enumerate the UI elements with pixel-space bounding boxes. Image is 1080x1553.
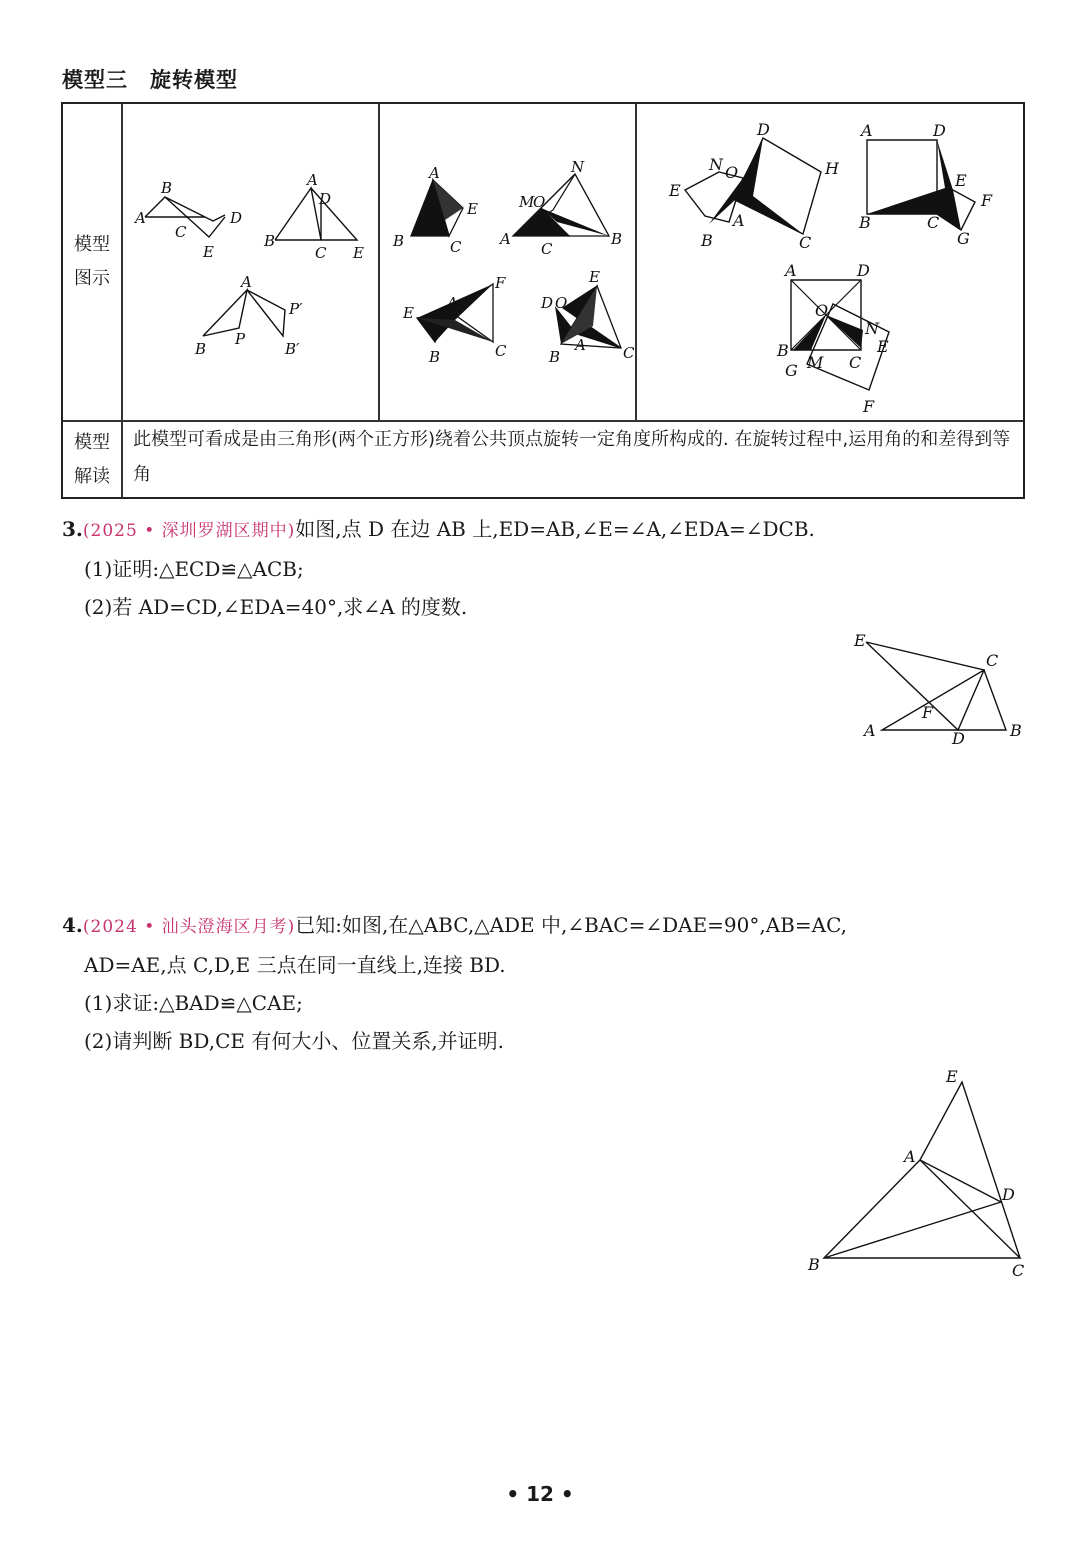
label-E: E bbox=[854, 631, 866, 650]
figure-6 bbox=[395, 272, 515, 367]
label-H: H bbox=[825, 159, 839, 178]
figure-7 bbox=[515, 268, 635, 368]
label-C: C bbox=[927, 213, 940, 232]
label-C: C bbox=[315, 244, 327, 262]
label-A: A bbox=[429, 164, 440, 182]
label-B: B bbox=[701, 231, 713, 250]
label-E: E bbox=[203, 243, 214, 261]
section-label: 模型三 bbox=[62, 68, 128, 92]
table-divider bbox=[378, 104, 380, 420]
question-3-figure bbox=[846, 628, 1036, 753]
page-number: • 12 • bbox=[506, 1482, 574, 1506]
figure-1 bbox=[133, 179, 253, 269]
label-M: M bbox=[519, 193, 535, 211]
label-C: C bbox=[450, 238, 462, 256]
label-D: D bbox=[857, 261, 870, 280]
label-O: O bbox=[725, 163, 739, 182]
question-source: (2024 • 汕头澄海区月考) bbox=[82, 917, 296, 937]
label-B: B bbox=[264, 232, 276, 250]
label-F: F bbox=[863, 397, 875, 416]
label-E: E bbox=[467, 200, 478, 218]
question-part-1: (1)求证:△BAD≌△CAE; bbox=[84, 991, 303, 1015]
label-C: C bbox=[623, 344, 635, 362]
question-part-2: (2)请判断 BD,CE 有何大小、位置关系,并证明. bbox=[84, 1029, 505, 1053]
figure-4 bbox=[389, 166, 489, 256]
label-N: N bbox=[709, 155, 723, 174]
label-C: C bbox=[849, 353, 862, 372]
question-4 bbox=[62, 906, 1037, 1060]
label-A: A bbox=[447, 294, 458, 312]
label-A: A bbox=[904, 1147, 916, 1166]
label-A: A bbox=[307, 171, 318, 189]
label-B: B bbox=[777, 341, 789, 360]
label-E: E bbox=[353, 244, 364, 262]
label-D: D bbox=[319, 190, 332, 208]
label-N: N bbox=[571, 158, 585, 176]
question-source: (2025 • 深圳罗湖区期中) bbox=[82, 521, 296, 541]
label-P-prime: P′ bbox=[289, 300, 303, 318]
question-3 bbox=[62, 510, 1037, 626]
label-A: A bbox=[733, 211, 745, 230]
figure-3 bbox=[191, 274, 311, 364]
label-G: G bbox=[785, 361, 798, 380]
label-E: E bbox=[946, 1067, 958, 1086]
label-D: D bbox=[933, 121, 946, 140]
table-divider bbox=[635, 104, 637, 420]
label-C: C bbox=[1012, 1261, 1025, 1280]
label-B: B bbox=[429, 348, 441, 366]
label-B: B bbox=[393, 232, 405, 250]
table-divider bbox=[121, 104, 123, 497]
label-B: B bbox=[1010, 721, 1022, 740]
figure-2 bbox=[261, 171, 371, 264]
label-P: P bbox=[235, 330, 246, 348]
label-O: O bbox=[555, 294, 568, 312]
section-name: 旋转模型 bbox=[150, 68, 238, 92]
question-4-figure bbox=[800, 1062, 1040, 1282]
label-B: B bbox=[808, 1255, 820, 1274]
label-A: A bbox=[575, 336, 586, 354]
label-A: A bbox=[241, 273, 252, 291]
label-D: D bbox=[1002, 1185, 1015, 1204]
label-D: D bbox=[541, 294, 554, 312]
label-G: G bbox=[957, 229, 970, 248]
label-E: E bbox=[403, 304, 414, 322]
figure-9 bbox=[853, 120, 1033, 250]
label-M: M bbox=[807, 353, 824, 372]
figure-5 bbox=[497, 158, 627, 258]
figure-8 bbox=[653, 120, 853, 250]
question-number: 3. bbox=[62, 517, 83, 541]
label-C: C bbox=[799, 233, 812, 252]
question-stem: 已知:如图,在△ABC,△ADE 中,∠BAC=∠DAE=90°,AB=AC, bbox=[295, 913, 848, 937]
label-F: F bbox=[495, 274, 506, 292]
label-B: B bbox=[859, 213, 871, 232]
label-F: F bbox=[922, 703, 934, 722]
label-O: O bbox=[533, 193, 546, 211]
label-O: O bbox=[815, 301, 829, 320]
figure-10 bbox=[773, 260, 973, 420]
row-label-diagrams: 模型 图示 bbox=[74, 234, 110, 289]
label-C: C bbox=[541, 240, 553, 258]
label-B: B bbox=[161, 179, 173, 197]
label-B-prime: B′ bbox=[285, 340, 300, 358]
label-E: E bbox=[589, 268, 600, 286]
label-B: B bbox=[611, 230, 623, 248]
question-part-2: (2)若 AD=CD,∠EDA=40°,求∠A 的度数. bbox=[84, 595, 468, 619]
question-number: 4. bbox=[62, 913, 83, 937]
model-interpretation: 此模型可看成是由三角形(两个正方形)绕着公共顶点旋转一定角度所构成的. 在旋转过程中,运用角的和差得到等角 bbox=[133, 429, 1011, 485]
question-stem: 如图,点 D 在边 AB 上,ED=AB,∠E=∠A,∠EDA=∠DCB. bbox=[295, 517, 815, 541]
row-label-interpretation: 模型 解读 bbox=[74, 432, 110, 487]
model-table bbox=[61, 102, 1025, 499]
label-A: A bbox=[500, 230, 511, 248]
label-A: A bbox=[861, 121, 873, 140]
question-part-1: (1)证明:△ECD≌△ACB; bbox=[84, 557, 304, 581]
label-A: A bbox=[864, 721, 876, 740]
label-F: F bbox=[981, 191, 993, 210]
section-title bbox=[62, 64, 238, 94]
question-stem-2: AD=AE,点 C,D,E 三点在同一直线上,连接 BD. bbox=[84, 953, 506, 977]
label-C: C bbox=[495, 342, 507, 360]
label-N: N bbox=[865, 319, 879, 338]
label-D: D bbox=[230, 209, 243, 227]
label-D: D bbox=[952, 729, 965, 748]
label-E: E bbox=[669, 181, 681, 200]
label-D: D bbox=[757, 120, 770, 139]
label-A: A bbox=[785, 261, 797, 280]
label-B: B bbox=[549, 348, 561, 366]
label-C: C bbox=[986, 651, 999, 670]
label-B: B bbox=[195, 340, 207, 358]
label-C: C bbox=[175, 223, 187, 241]
label-E: E bbox=[955, 171, 967, 190]
label-E: E bbox=[877, 337, 889, 356]
label-A: A bbox=[135, 209, 146, 227]
